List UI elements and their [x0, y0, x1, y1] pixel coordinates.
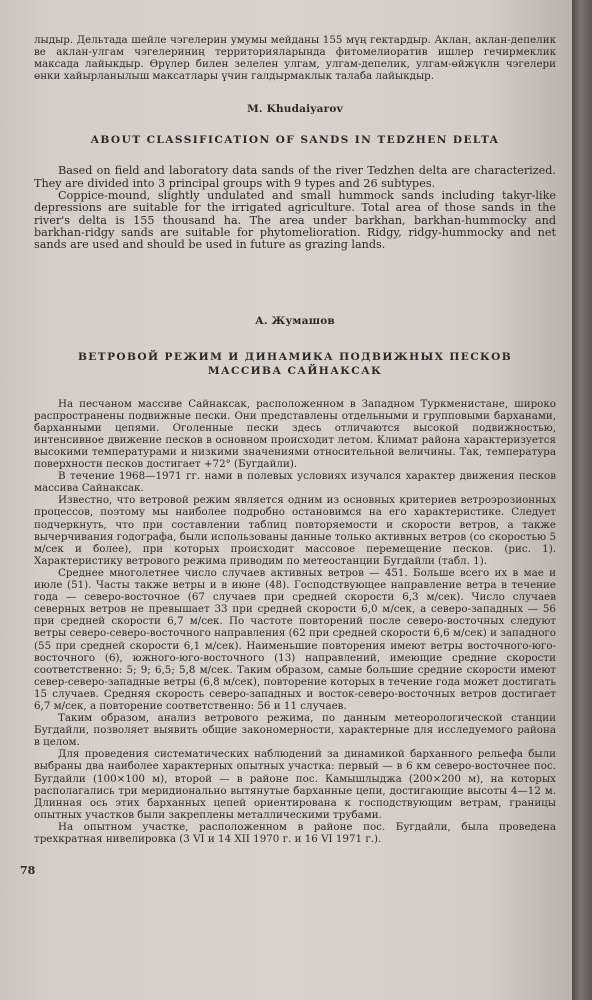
english-article-author: M. Khudaiyarov: [247, 103, 343, 116]
russian-paragraph: Известно, что ветровой режим является одним из основных критериев ветроэрозионных процессов, поэтому мы наиболее подробно остановимся на его характеристике. Следует подчеркнуть, что при составлении таблиц повторяемости и скорости ветров, а также вычерчивания годографа, были использованы данные только активных ветров (со скоростью 5 м/сек и более), при которых происходит массовое перемещение песков. (рис. 1). Характеристику ветрового режима приводим по метеостанции Бугдайли (табл. 1).: [34, 494, 556, 567]
book-spine-shadow: [572, 0, 592, 1000]
english-paragraph: Coppice-mound, slightly undulated and small hummock sands including takyr-like depressions are suitable for the irrigated agriculture. Total area of those sands in the river's delta is 155 thousand ha. The area under barkhan, barkhan-hummocky and barkhan-ridgy sands are suitable for phytomelioration. Ridgy, ridgy-hummocky and net sands are used and should be used in future as grazing lands.: [34, 189, 556, 252]
russian-article-title-line-1: ВЕТРОВОЙ РЕЖИМ И ДИНАМИКА ПОДВИЖНЫХ ПЕСКОВ: [77, 350, 513, 363]
russian-paragraph: Для проведения систематических наблюдений за динамикой барханного рельефа были выбраны два наиболее характерных опытных участка: первый — в 6 км северо-восточнее пос. Бугдайли (100×100 м), второй — в районе пос. Камышлыджа (200×200 м), на которых располагались три меридионально вытянутые барханные цепи, достигающие высоты 4—12 м. Длинная ось этих барханных цепей ориентирована к господствующим ветрам, границы опытных участков были закреплены металлическими трубами.: [34, 748, 556, 821]
russian-paragraph: Среднее многолетнее число случаев активных ветров — 451. Больше всего их в мае и июле (51). Часты также ветры и в июне (48). Господствующее направление ветра в течение года — северо-восточное (67 случаев при средней скорости 6,3 м/сек). Число случаев северных ветров не превышает 33 при средней скорости 6,0 м/сек, а северо-западных — 56 при средней скорости 6,7 м/сек. По частоте повторений после северо-восточных следуют ветры северо-северо-восточного направления (62 при средней скорости 6,6 м/сек) и западного (55 при средней скорости 6,1 м/сек). Наименьшие повторения имеют ветры восточного-юго-восточного (6), южного-юго-восточного (13) направлений, имеющие средние скорости соответственно: 5; 9; 6,5; 5,8 м/сек. Таким образом, самые большие средние скорости имеют север-северо-западные ветры (6,8 м/сек), повторение которых в течение года может достигать 15 случаев. Средняя скорость северо-западных и восток-северо-восточных ветров достигает 6,7 м/сек, а повторение соответственно: 56 и 11 случаев.: [34, 566, 556, 712]
english-article-title: ABOUT CLASSIFICATION OF SANDS IN TEDZHEN DELTA: [90, 134, 500, 147]
russian-paragraph: В течение 1968—1971 гг. нами в полевых условиях изучался характер движения песков массива Сайнаксак.: [34, 470, 556, 495]
russian-article-title-line-2: МАССИВА САЙНАКСАК: [207, 364, 383, 377]
previous-article-tail: лыдыр. Дельтада шейле чэгелерин умумы мейданы 155 мүң гектардыр. Аклан, аклан-депелик ве аклан-улгам чэгелериниң территорияларында фитомелиоратив ишлер гечирмеклик максада лайыкдыр. Өрүлер билен зелелен улгам, улгам-депелик, улгам-өйжүклн чэгелери өнки хайырланылыш максатлары үчин галдырмаклык талаба лайыкдыр.: [34, 34, 556, 83]
russian-article-author: А. Жумашов: [255, 314, 335, 327]
page-content: [20, 34, 556, 878]
russian-paragraph: На опытном участке, расположенном в районе пос. Бугдайли, была проведена трехкратная нивелировка (3 VI и 14 XII 1970 г. и 16 VI 1971 г.).: [34, 820, 556, 846]
russian-paragraph: На песчаном массиве Сайнаксак, расположенном в Западном Туркменистане, широко распространены подвижные пески. Они представлены отдельными и групповыми барханами, барханными цепями. Оголенные пески здесь отличаются высокой подвижностью, интенсивное движение песков в основном происходит летом. Климат района характеризуется высокими температурами и низкими значениями относительной величины. Так, температура поверхности песков достигает +72° (Бугдайли).: [34, 397, 556, 471]
english-paragraph: Based on field and laboratory data sands of the river Tedzhen delta are characterized. They are divided into 3 principal groups with 9 types and 26 subtypes.: [34, 164, 556, 190]
page-number: 78: [20, 864, 36, 878]
russian-paragraph: Таким образом, анализ ветрового режима, по данным метеорологической станции Бугдайли, позволяет выявить общие закономерности, характерные для исследуемого района в целом.: [34, 712, 556, 749]
